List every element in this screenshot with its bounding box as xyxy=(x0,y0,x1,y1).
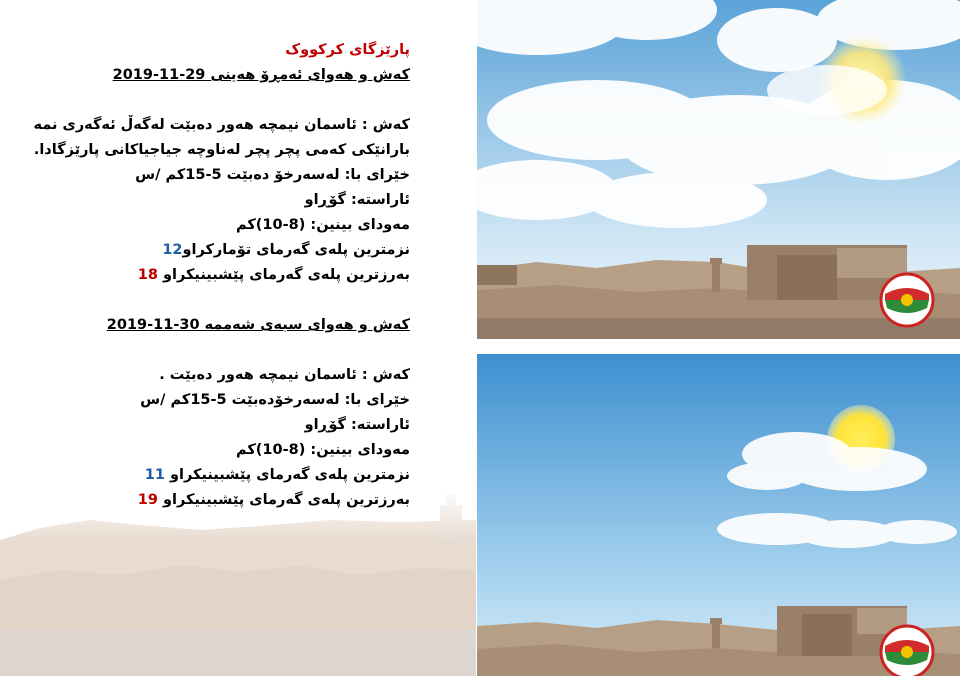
day2-wind: خێرای با: لەسەرخۆدەبێت 5-15کم /س xyxy=(140,392,410,408)
day2-max-temp xyxy=(10,488,410,513)
day2-min-value: 11 xyxy=(144,467,165,483)
day1-max-value: 18 xyxy=(137,267,158,283)
day1-condition-cont: بارانێکی کەمی پچر پچر لەناوچە جیاجیاکانی پارێزگادا. xyxy=(33,142,410,158)
sky-image-tomorrow xyxy=(477,354,960,676)
day1-direction: ئاراستە: گۆڕاو xyxy=(304,192,410,208)
day1-max-temp xyxy=(10,263,410,288)
day2-max-value: 19 xyxy=(137,492,158,508)
day1-min-value: 12 xyxy=(162,242,183,258)
sky-image-today xyxy=(477,0,960,339)
day2-max-label: بەرزترین پلەی گەرمای پێشبینیکراو xyxy=(163,492,410,508)
forecast-text-panel xyxy=(0,0,476,676)
day2-heading: کەش و هەوای سبەی شەممە 30-11-2019 xyxy=(106,317,410,333)
day1-min-temp xyxy=(10,238,410,263)
day2-visibility: مەودای بینین: (8-10)کم xyxy=(235,442,410,458)
day1-min-label: نزمترین پلەی گەرمای تۆمارکراو xyxy=(182,242,410,258)
day1-wind: خێرای با: لەسەرخۆ دەبێت 5-15کم /س xyxy=(135,167,410,183)
day1-condition: کەش : ئاسمان نیمچە هەور دەبێت لەگەڵ ئەگەری نمە xyxy=(33,117,410,133)
day2-min-temp xyxy=(10,463,410,488)
panel-gap xyxy=(477,339,960,354)
day1-heading: کەش و هەوای ئەمڕۆ هەینی 29-11-2019 xyxy=(112,67,410,83)
day2-condition: کەش : ئاسمان نیمچە هەور دەبێت . xyxy=(159,367,410,383)
kurdistan-flag-logo-icon xyxy=(881,274,933,326)
kurdistan-flag-logo-icon xyxy=(881,626,933,676)
province-title: پارێزگای کرکووک xyxy=(285,42,410,58)
day2-direction: ئاراستە: گۆڕاو xyxy=(304,417,410,433)
day1-visibility: مەودای بینین: (8-10)کم xyxy=(235,217,410,233)
day1-max-label: بەرزترین پلەی گەرمای پێشبینیکراو xyxy=(163,267,410,283)
forecast-text xyxy=(10,38,410,513)
day2-min-label: نزمترین پلەی گەرمای پێشبینیکراو xyxy=(170,467,410,483)
